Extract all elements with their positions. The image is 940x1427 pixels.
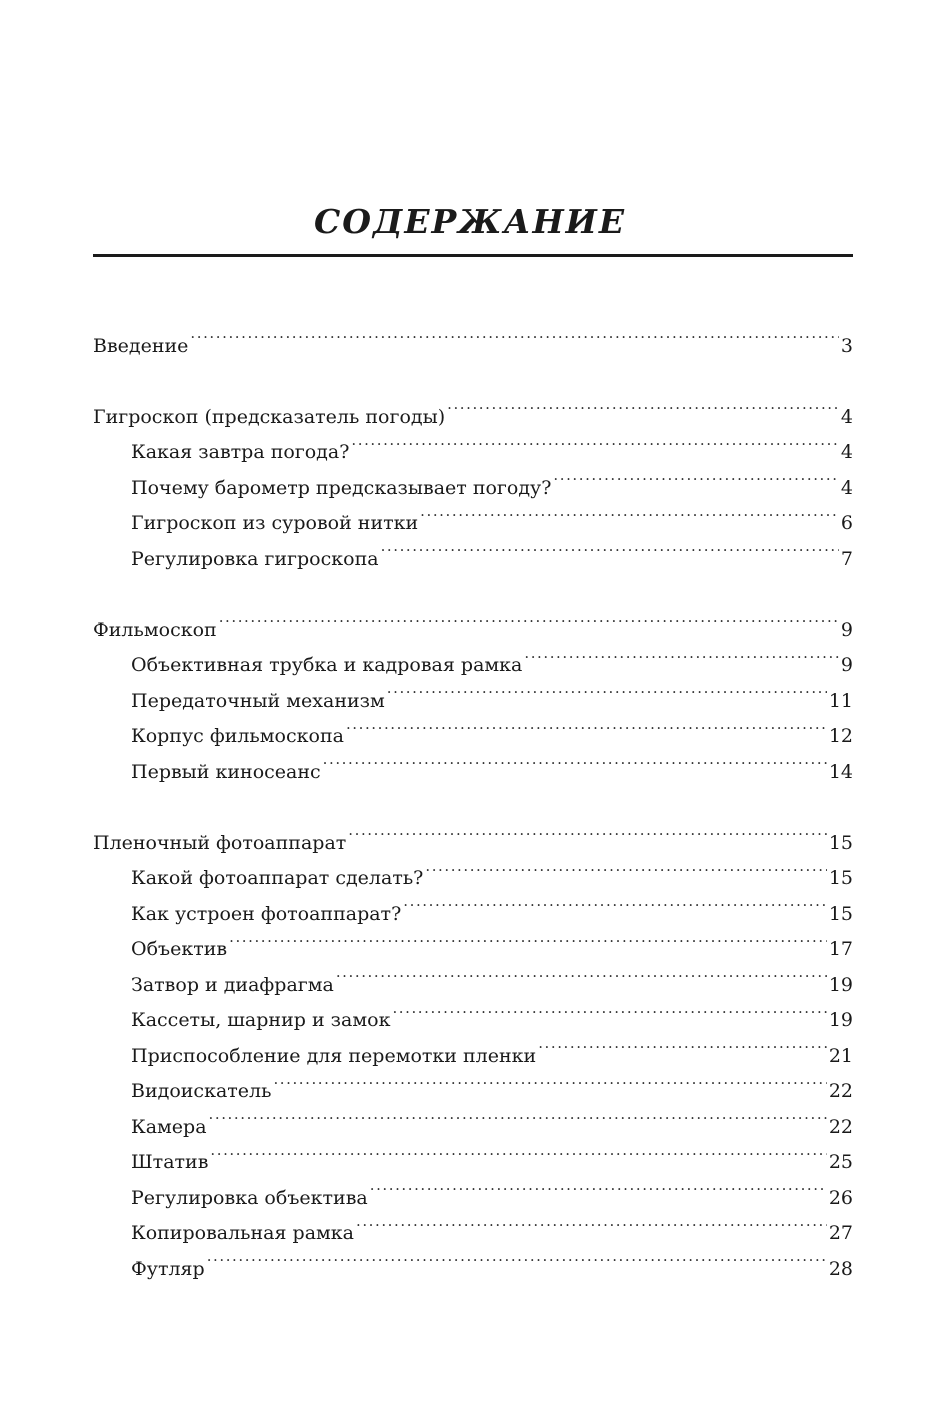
toc-entry-page-number: 26 xyxy=(828,1186,853,1209)
toc-entry-label: Первый киносеанс xyxy=(131,760,321,783)
dot-leader xyxy=(553,458,839,494)
toc-subsection-entry[interactable] xyxy=(93,1239,853,1280)
dot-leader xyxy=(370,1168,827,1204)
toc-entry-label: Фильмоскоп xyxy=(93,618,217,641)
toc-entry-label: Видоискатель xyxy=(131,1080,272,1102)
toc-subsection-entry[interactable] xyxy=(93,1133,853,1173)
toc-entry-page-number: 7 xyxy=(840,547,853,570)
toc-entry-label: Передаточный механизм xyxy=(131,689,385,712)
toc-entry-page-number: 15 xyxy=(828,902,853,925)
dot-leader xyxy=(351,423,839,459)
toc-entry-page-number: 9 xyxy=(840,618,853,641)
dot-leader xyxy=(356,1204,827,1240)
toc-entry-page-number: 21 xyxy=(828,1044,853,1067)
toc-section-entry[interactable] xyxy=(93,316,853,357)
table-of-contents xyxy=(93,316,853,1280)
dot-leader xyxy=(403,884,827,920)
dot-leader xyxy=(392,991,826,1027)
toc-entry-label: Камера xyxy=(131,1115,207,1138)
toc-entry-label: Кассеты, шарнир и замок xyxy=(131,1009,391,1031)
toc-entry-page-number: 9 xyxy=(840,654,853,676)
toc-entry-page-number: 4 xyxy=(840,441,853,463)
section-gap xyxy=(93,352,853,388)
toc-section-entry[interactable] xyxy=(93,387,853,428)
toc-entry-page-number: 6 xyxy=(840,512,853,534)
toc-entry-page-number: 27 xyxy=(828,1222,853,1244)
toc-entry-page-number: 15 xyxy=(828,831,853,854)
toc-entry-label: Объективная трубка и кадровая рамка xyxy=(131,654,523,676)
toc-entry-label: Какая завтра погода? xyxy=(131,441,350,463)
dot-leader xyxy=(336,955,827,991)
toc-entry-page-number: 14 xyxy=(828,760,853,783)
title-divider xyxy=(93,254,853,257)
toc-entry-page-number: 28 xyxy=(828,1257,853,1280)
toc-entry-label: Введение xyxy=(93,334,189,357)
toc-entry-page-number: 22 xyxy=(828,1115,853,1138)
dot-leader xyxy=(273,1062,826,1098)
dot-leader xyxy=(348,813,827,849)
dot-leader xyxy=(425,849,826,885)
dot-leader xyxy=(229,920,827,956)
dot-leader xyxy=(210,1133,826,1169)
toc-entry-label: Приспособление для перемотки пленки xyxy=(131,1044,537,1067)
toc-entry-page-number: 19 xyxy=(828,1009,853,1031)
toc-entry-label: Штатив xyxy=(131,1151,209,1173)
dot-leader xyxy=(524,636,839,672)
toc-entry-page-number: 17 xyxy=(828,938,853,960)
dot-leader xyxy=(381,529,839,565)
toc-section-entry[interactable] xyxy=(93,813,853,854)
dot-leader xyxy=(323,742,827,778)
toc-section-entry[interactable] xyxy=(93,600,853,641)
toc-entry-label: Гигроскоп (предсказатель погоды) xyxy=(93,405,446,428)
page-title: СОДЕРЖАНИЕ xyxy=(313,202,626,241)
dot-leader xyxy=(219,600,839,636)
dot-leader xyxy=(420,494,839,530)
toc-entry-label: Как устроен фотоаппарат? xyxy=(131,902,402,925)
toc-entry-label: Пленочный фотоаппарат xyxy=(93,831,347,854)
toc-entry-page-number: 22 xyxy=(828,1080,853,1102)
dot-leader xyxy=(207,1239,827,1275)
toc-entry-label: Затвор и диафрагма xyxy=(131,973,334,996)
toc-entry-page-number: 12 xyxy=(828,725,853,747)
toc-entry-label: Копировальная рамка xyxy=(131,1222,354,1244)
dot-leader xyxy=(190,316,838,352)
toc-entry-page-number: 25 xyxy=(828,1151,853,1173)
dot-leader xyxy=(209,1097,827,1133)
dot-leader xyxy=(387,671,827,707)
toc-entry-label: Регулировка гигроскопа xyxy=(131,547,379,570)
toc-entry-page-number: 19 xyxy=(828,973,853,996)
dot-leader xyxy=(346,707,827,743)
toc-entry-page-number: 15 xyxy=(828,867,853,889)
toc-entry-page-number: 4 xyxy=(840,405,853,428)
dot-leader xyxy=(538,1026,827,1062)
toc-entry-page-number: 11 xyxy=(828,689,853,712)
dot-leader xyxy=(447,387,839,423)
toc-entry-label: Корпус фильмоскопа xyxy=(131,725,344,747)
toc-entry-label: Почему барометр предсказывает погоду? xyxy=(131,476,552,499)
toc-entry-page-number: 3 xyxy=(840,334,853,357)
toc-entry-page-number: 4 xyxy=(840,476,853,499)
toc-entry-label: Объектив xyxy=(131,938,228,960)
toc-entry-label: Гигроскоп из суровой нитки xyxy=(131,512,419,534)
toc-entry-label: Какой фотоаппарат сделать? xyxy=(131,867,424,889)
toc-entry-label: Футляр xyxy=(131,1257,205,1280)
toc-entry-label: Регулировка объектива xyxy=(131,1186,368,1209)
